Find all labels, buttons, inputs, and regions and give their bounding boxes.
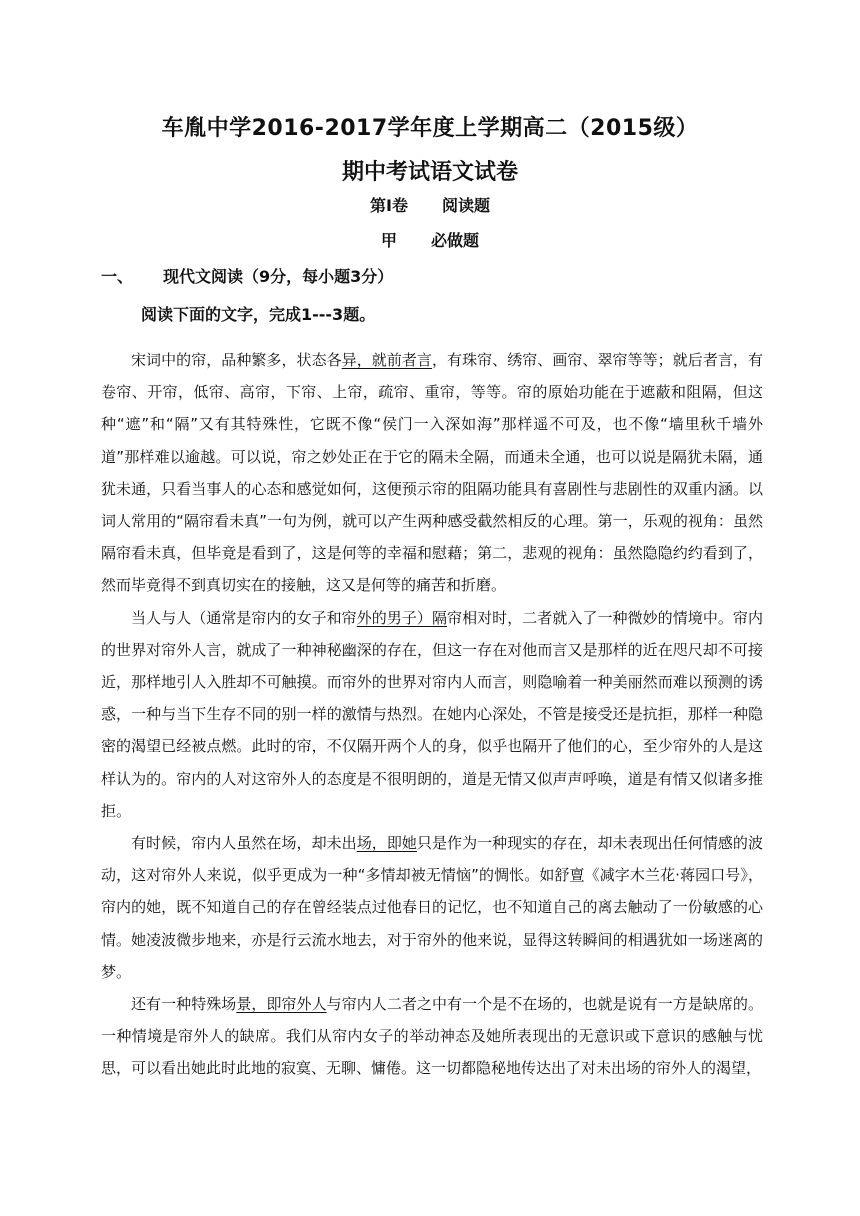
passage-paragraph-2	[101, 602, 763, 827]
volume-heading	[0, 193, 860, 216]
paragraph-text: 与帘内人二者之中有一个是不在场的，也就是说有一方是缺席的。一种情境是帘外人的缺席。我们从帘内女子的举动神态及她所表现出的无意识或下意识的感触与忧思，可以看出她此时此地的寂寞、无聊、慵倦。这一切都隐秘地传达出了对未出场的帘外人的渴望，	[101, 995, 763, 1078]
volume-name: 阅读题	[441, 196, 490, 215]
exam-title-line2: 期中考试语文试卷	[341, 160, 518, 185]
part-heading	[0, 228, 860, 251]
paragraph-text: ，有珠帘、绣帘、画帘、翠帘等等；就后者言，有卷帘、开帘，低帘、高帘，下帘、上帘，疏帘、重帘，等等。帘的原始功能在于遮蔽和阻隔，但这种“遮”和“隔”又有其特殊性，它既不像“侯门一入深如海”那样遥不可及，也不像“墙里秋千墙外道”那样难以逾越。可以说，帘之妙处正在于它的隔未全隔，而通未全通，也可以说是隔犹未隔，通犹未通，只看当事人的心态和感觉如何，这便预示帘的阻隔功能具有喜剧性与悲剧性的双重内涵。以词人常用的“隔帘看未真”一句为例，就可以产生两种感受截然相反的心理。第一，乐观的视角：虽然隔帘看未真，但毕竟是看到了，这是何等的幸福和慰藉；第二，悲观的视角：虽然隐隐约约看到了，然而毕竟得不到真切实在的接触，这又是何等的痛苦和折磨。	[101, 351, 763, 595]
section-instruction: 阅读下面的文字，完成1---3题。	[141, 305, 376, 324]
section-title: 现代文阅读（9分，每小题3分）	[163, 267, 394, 286]
underlined-text: 外的男子）隔	[356, 608, 448, 627]
section-heading	[101, 264, 393, 287]
reading-passage	[101, 344, 763, 1085]
passage-paragraph-3	[101, 827, 763, 988]
paragraph-text: 有时候，帘内人虽然在场，却未出	[131, 834, 357, 853]
part-name: 必做题	[431, 231, 480, 250]
exam-title-line1: 车胤中学2016-2017学年度上学期高二（2015级）	[161, 116, 699, 141]
underlined-text: 异，就前者言	[341, 351, 432, 369]
part-label: 甲	[380, 231, 397, 250]
paragraph-text: 还有一种特殊场	[131, 995, 237, 1014]
paragraph-text: 只是作为一种现实的存在，却未表现出任何情感的波动，这对帘外人来说，似乎更成为一种“多情却被无情恼”的惆怅。如舒亶《减字木兰花·蒋园口号》，帘内的她，既不知道自己的存在曾经装点过他春日的记忆，也不知道自己的离去触动了一份敏感的心情。她凌波微步地来，亦是行云流水地去，对于帘外的他来说，显得这转瞬间的相遇犹如一场迷离的梦。	[101, 834, 763, 981]
section-number: 一、	[101, 267, 134, 286]
paragraph-text: 当人与人（通常是帘内的女子和帘	[131, 608, 357, 627]
underlined-text: 场，即她	[356, 834, 417, 853]
passage-paragraph-1	[101, 344, 763, 602]
volume-label: 第Ⅰ卷	[370, 196, 408, 215]
paragraph-text: 宋词中的帘，品种繁多，状态各	[131, 351, 342, 369]
paragraph-text: 帘相对时，二者就入了一种微妙的情境中。帘内的世界对帘外人言，就成了一种神秘幽深的存在，但这一存在对他而言又是那样的近在咫尺却不可接近，那样地引人入胜却不可触摸。而帘外的世界对帘内人而言，则隐喻着一种美丽然而难以预测的诱惑，一种与当下生存不同的别一样的激情与热烈。在她内心深处，不管是接受还是抗拒，那样一种隐密的渴望已经被点燃。此时的帘，不仅隔开两个人的身，似乎也隔开了他们的心，至少帘外的人是这样认为的。帘内的人对这帘外人的态度是不很明朗的，道是无情又似声声呼唤，道是有情又似诸多推拒。	[101, 608, 763, 820]
passage-paragraph-4	[101, 988, 763, 1085]
underlined-text: 景，即帘外人	[236, 995, 327, 1014]
